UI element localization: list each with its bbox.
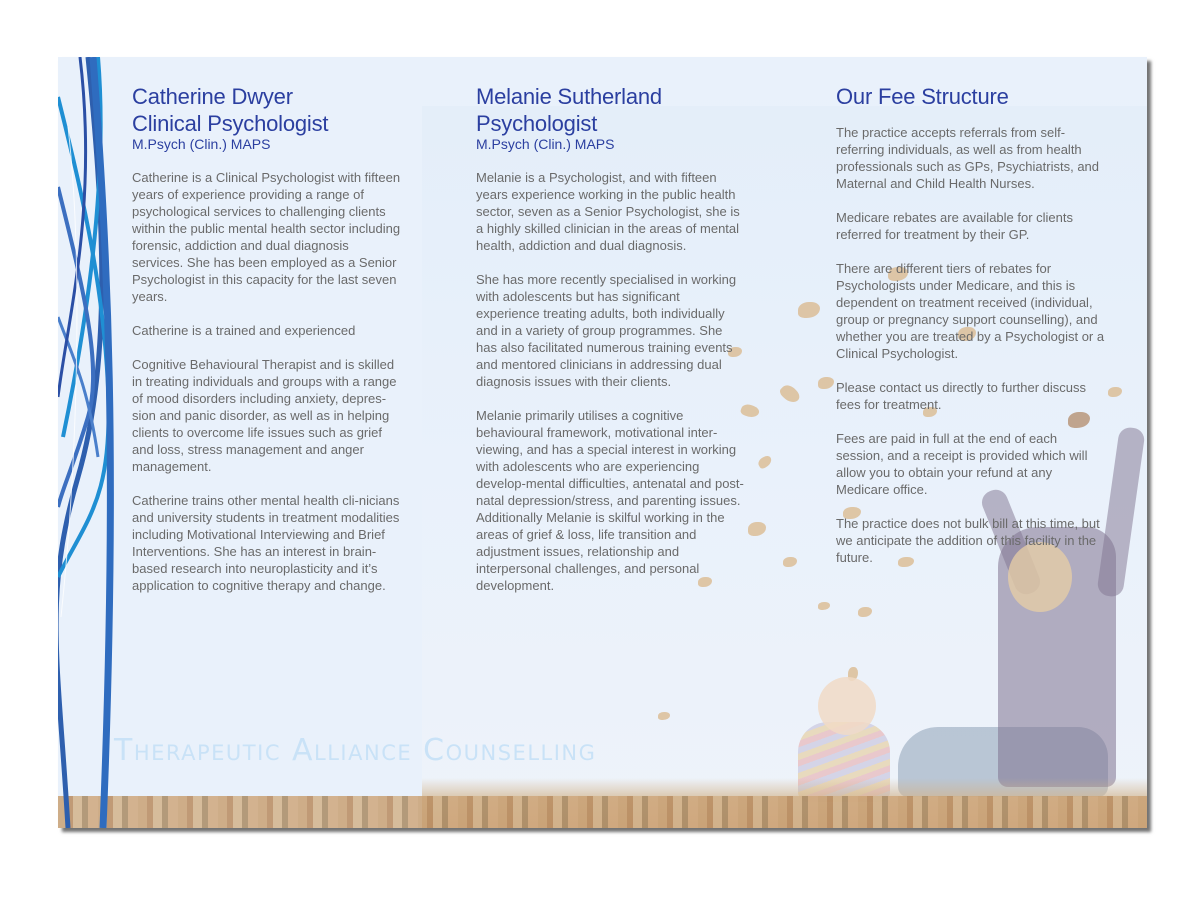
column-melanie-sutherland: [476, 83, 746, 611]
fee-paragraph: Please contact us directly to further discuss fees for treatment.: [836, 380, 1087, 412]
bio-paragraph: Catherine is a Clinical Psychologist with fifteen years of experience providing a range of psychological services to challenging clients within the public mental health sector including forensic, addiction and dual diagnosis services. She has been employed as a Senior Psychologist in this capacity for the last seven years.: [132, 170, 401, 304]
bio-paragraph: She has more recently specialised in working with adolescents but has significant experience treating adults, both individually and in a variety of group programmes. She has also facilitated numerous training events and mentored clinicians in addressing dual diagnosis issues with their clients.: [476, 272, 737, 389]
bio-paragraph: Catherine trains other mental health cli-nicians and university students in treatment modalities including Motivational Interviewing and Brief Interventions. She has an interest in brain-based research into neuroplasticity and it’s application to cognitive therapy and change.: [132, 493, 400, 593]
fee-paragraph: Fees are paid in full at the end of each session, and a receipt is provided which will allow you to obtain your refund at any Medicare office.: [836, 431, 1088, 497]
fee-paragraph: The practice accepts referrals from self-referring individuals, as well as from health professionals such as GPs, Psychiatrists, and Maternal and Child Health Nurses.: [836, 125, 1100, 191]
bio-paragraph: Cognitive Behavioural Therapist and is skilled in treating individuals and groups with a range of mood disorders including anxiety, depres-sion and panic disorder, as well as in helping clients to overcome life issues such as grief and loss, stress management and anger management.: [132, 357, 397, 474]
profile-title: Psychologist: [476, 111, 598, 136]
profile-name: Catherine Dwyer: [132, 84, 293, 109]
bio-paragraph: Melanie is a Psychologist, and with fifteen years experience working in the public health sector, seven as a Senior Psychologist, she is a highly skilled clinician in the areas of mental health, addiction and dual diagnosis.: [476, 170, 740, 253]
bio-paragraph: Melanie primarily utilises a cognitive behavioural framework, motivational inter-viewing, and has a special interest in working with adolescents who are experiencing develop-mental difficulties, antenatal and post-natal depression/stress, and parenting issues. Additionally Melanie is skilful working in the areas of grief & loss, life transition and adjustment issues, relationship and interpersonal challenges, and personal development.: [476, 408, 744, 593]
column-catherine-dwyer: [132, 83, 402, 611]
profile-name: Melanie Sutherland: [476, 84, 662, 109]
brand-wordmark: Therapeutic Alliance Counselling: [114, 733, 597, 768]
blue-wave-decoration: [58, 57, 118, 828]
leaf-ground-strip: [58, 796, 1147, 828]
fee-paragraph: Medicare rebates are available for clients referred for treatment by their GP.: [836, 210, 1074, 242]
profile-credentials: M.Psych (Clin.) MAPS: [132, 136, 271, 152]
profile-title: Clinical Psychologist: [132, 111, 329, 136]
profile-credentials: M.Psych (Clin.) MAPS: [476, 136, 615, 152]
column-fee-structure: [836, 83, 1106, 583]
bio-paragraph: Catherine is a trained and experienced: [132, 323, 356, 338]
section-heading: Our Fee Structure: [836, 84, 1009, 109]
fee-paragraph: The practice does not bulk bill at this time, but we anticipate the addition of this facility in the future.: [836, 516, 1100, 565]
fee-paragraph: There are different tiers of rebates for Psychologists under Medicare, and this is dependent on treatment received (individual, group or pregnancy support counselling), and whether you are treated by a Psychologist or a Clinical Psychologist.: [836, 261, 1105, 361]
brochure-spread: [58, 57, 1147, 828]
